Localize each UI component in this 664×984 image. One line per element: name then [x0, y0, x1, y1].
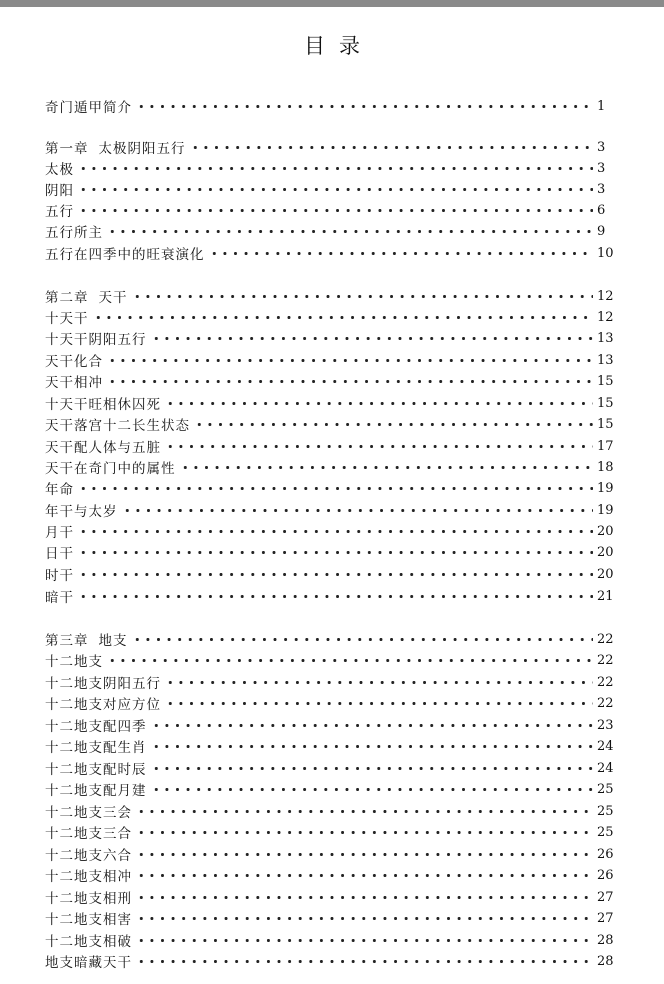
toc-entry	[45, 886, 617, 908]
toc-entry	[45, 800, 617, 822]
toc-entry	[45, 735, 617, 757]
entry-title: 十二地支对应方位	[45, 697, 161, 713]
dot-leader	[151, 787, 594, 792]
entry-title: 年命	[45, 482, 74, 498]
entry-title: 十二地支六合	[45, 848, 132, 864]
toc-entry	[45, 843, 617, 865]
toc-entry	[45, 929, 617, 951]
toc-entry	[45, 392, 617, 414]
toc-entry	[45, 692, 617, 714]
dot-leader	[151, 744, 594, 749]
dot-leader	[136, 873, 593, 878]
dot-leader	[107, 658, 593, 663]
dot-leader	[136, 830, 593, 835]
page-number: 18	[597, 459, 614, 475]
page-number: 28	[597, 932, 614, 948]
toc-entry	[45, 950, 617, 972]
dot-leader	[136, 916, 593, 921]
toc-entry	[45, 563, 617, 585]
dot-leader	[136, 895, 593, 900]
dot-leader	[136, 959, 593, 964]
toc-entry	[45, 157, 617, 179]
entry-title: 五行所主	[45, 225, 103, 241]
entry-title: 太极阴阳五行	[98, 141, 186, 157]
dot-leader	[151, 723, 594, 728]
entry-title: 天干相冲	[45, 375, 103, 391]
entry-title: 十天干	[45, 311, 89, 327]
toc-chapter-entry	[45, 285, 617, 307]
dot-leader	[78, 187, 593, 192]
page-number: 25	[597, 781, 614, 797]
dot-leader	[180, 465, 594, 470]
scan-top-band	[0, 0, 664, 7]
dot-leader	[165, 680, 593, 685]
toc-entry	[45, 199, 617, 221]
entry-title: 十二地支相破	[45, 934, 132, 950]
entry-title: 天干在奇门中的属性	[45, 461, 176, 477]
entry-title: 时干	[45, 568, 74, 584]
chapter-number: 第一章	[45, 141, 89, 157]
toc-entry	[45, 907, 617, 929]
entry-title: 天干配人体与五脏	[45, 440, 161, 456]
page-number: 19	[597, 502, 614, 518]
page-number: 23	[597, 717, 614, 733]
entry-title: 十二地支配时辰	[45, 762, 147, 778]
page-number: 13	[597, 352, 614, 368]
dot-leader	[78, 550, 593, 555]
dot-leader	[194, 422, 593, 427]
page-number: 13	[597, 330, 614, 346]
toc-entry	[45, 327, 617, 349]
chapter-number: 第二章	[45, 290, 89, 306]
toc-entry	[45, 306, 617, 328]
dot-leader	[107, 229, 593, 234]
entry-title: 月干	[45, 525, 74, 541]
entry-title: 十二地支配月建	[45, 783, 147, 799]
entry-title: 十天干旺相休囚死	[45, 397, 161, 413]
entry-title: 奇门遁甲简介	[45, 100, 132, 116]
page-number: 20	[597, 566, 614, 582]
toc-entry	[45, 220, 617, 242]
toc-entry	[45, 671, 617, 693]
page-number: 25	[597, 803, 614, 819]
page-number: 24	[597, 760, 614, 776]
page-number: 17	[597, 438, 614, 454]
page-number: 15	[597, 416, 614, 432]
page-number: 3	[597, 181, 606, 197]
dot-leader	[190, 145, 594, 150]
dot-leader	[122, 508, 594, 513]
toc-entry	[45, 778, 617, 800]
page-number: 24	[597, 738, 614, 754]
toc-entry	[45, 370, 617, 392]
dot-leader	[209, 251, 594, 256]
page-number: 12	[597, 288, 614, 304]
entry-title: 十天干阴阳五行	[45, 332, 147, 348]
toc-entry	[45, 757, 617, 779]
toc-entry	[45, 456, 617, 478]
entry-title: 日干	[45, 546, 74, 562]
dot-leader	[78, 572, 593, 577]
dot-leader	[107, 358, 593, 363]
page-number: 1	[597, 98, 606, 114]
toc-entry	[45, 520, 617, 542]
toc-entry	[45, 864, 617, 886]
toc-entry	[45, 541, 617, 563]
dot-leader	[107, 379, 593, 384]
toc-entry	[45, 649, 617, 671]
toc-entry	[45, 714, 617, 736]
toc-entry	[45, 242, 617, 264]
page-number: 21	[597, 588, 614, 604]
entry-title: 十二地支三会	[45, 805, 132, 821]
dot-leader	[78, 594, 593, 599]
entry-title: 五行在四季中的旺衰演化	[45, 247, 205, 263]
page-number: 20	[597, 544, 614, 560]
toc-chapter-entry	[45, 628, 617, 650]
entry-title: 天干	[98, 290, 128, 306]
page-number: 10	[597, 245, 614, 261]
dot-leader	[78, 529, 593, 534]
dot-leader	[136, 852, 593, 857]
toc-entry	[45, 413, 617, 435]
toc-entry	[45, 349, 617, 371]
page-number: 26	[597, 846, 614, 862]
page-number: 19	[597, 480, 614, 496]
toc-entry	[45, 95, 617, 117]
page-number: 12	[597, 309, 614, 325]
page-number: 6	[597, 202, 606, 218]
entry-title: 年干与太岁	[45, 504, 118, 520]
dot-leader	[165, 701, 593, 706]
toc-entry	[45, 499, 617, 521]
dot-leader	[93, 315, 594, 320]
dot-leader	[78, 208, 593, 213]
page-number: 22	[597, 652, 614, 668]
entry-title: 地支暗藏天干	[45, 955, 132, 971]
page-number: 9	[597, 223, 606, 239]
toc-entry	[45, 585, 617, 607]
dot-leader	[136, 104, 593, 109]
entry-title: 十二地支配四季	[45, 719, 147, 735]
dot-leader	[132, 637, 594, 642]
dot-leader	[165, 401, 593, 406]
dot-leader	[136, 938, 593, 943]
page-number: 15	[597, 373, 614, 389]
entry-title: 天干落宫十二长生状态	[45, 418, 190, 434]
dot-leader	[151, 766, 594, 771]
entry-title: 天干化合	[45, 354, 103, 370]
page-number: 22	[597, 674, 614, 690]
page-number: 20	[597, 523, 614, 539]
dot-leader	[151, 336, 594, 341]
page-number: 27	[597, 910, 614, 926]
entry-title: 十二地支	[45, 654, 103, 670]
entry-title: 阴阳	[45, 183, 74, 199]
entry-title: 十二地支三合	[45, 826, 132, 842]
page-number: 25	[597, 824, 614, 840]
entry-title: 五行	[45, 204, 74, 220]
toc-chapter-entry	[45, 136, 617, 158]
entry-title: 地支	[98, 633, 128, 649]
page-number: 3	[597, 160, 606, 176]
toc-entry	[45, 477, 617, 499]
chapter-number: 第三章	[45, 633, 89, 649]
entry-title: 十二地支配生肖	[45, 740, 147, 756]
entry-title: 暗干	[45, 590, 74, 606]
page-number: 22	[597, 695, 614, 711]
page-number: 27	[597, 889, 614, 905]
page-number: 22	[597, 631, 614, 647]
dot-leader	[78, 486, 593, 491]
entry-title: 十二地支相刑	[45, 891, 132, 907]
page-number: 3	[597, 139, 606, 155]
dot-leader	[165, 444, 593, 449]
page-number: 15	[597, 395, 614, 411]
entry-title: 十二地支相冲	[45, 869, 132, 885]
toc-entry	[45, 178, 617, 200]
toc-entry	[45, 435, 617, 457]
dot-leader	[136, 809, 593, 814]
toc-entry	[45, 821, 617, 843]
page-number: 28	[597, 953, 614, 969]
entry-title: 十二地支阴阳五行	[45, 676, 161, 692]
page-number: 26	[597, 867, 614, 883]
dot-leader	[78, 166, 593, 171]
entry-title: 十二地支相害	[45, 912, 132, 928]
page-title: 目录	[304, 34, 374, 58]
entry-title: 太极	[45, 162, 74, 178]
dot-leader	[132, 294, 594, 299]
